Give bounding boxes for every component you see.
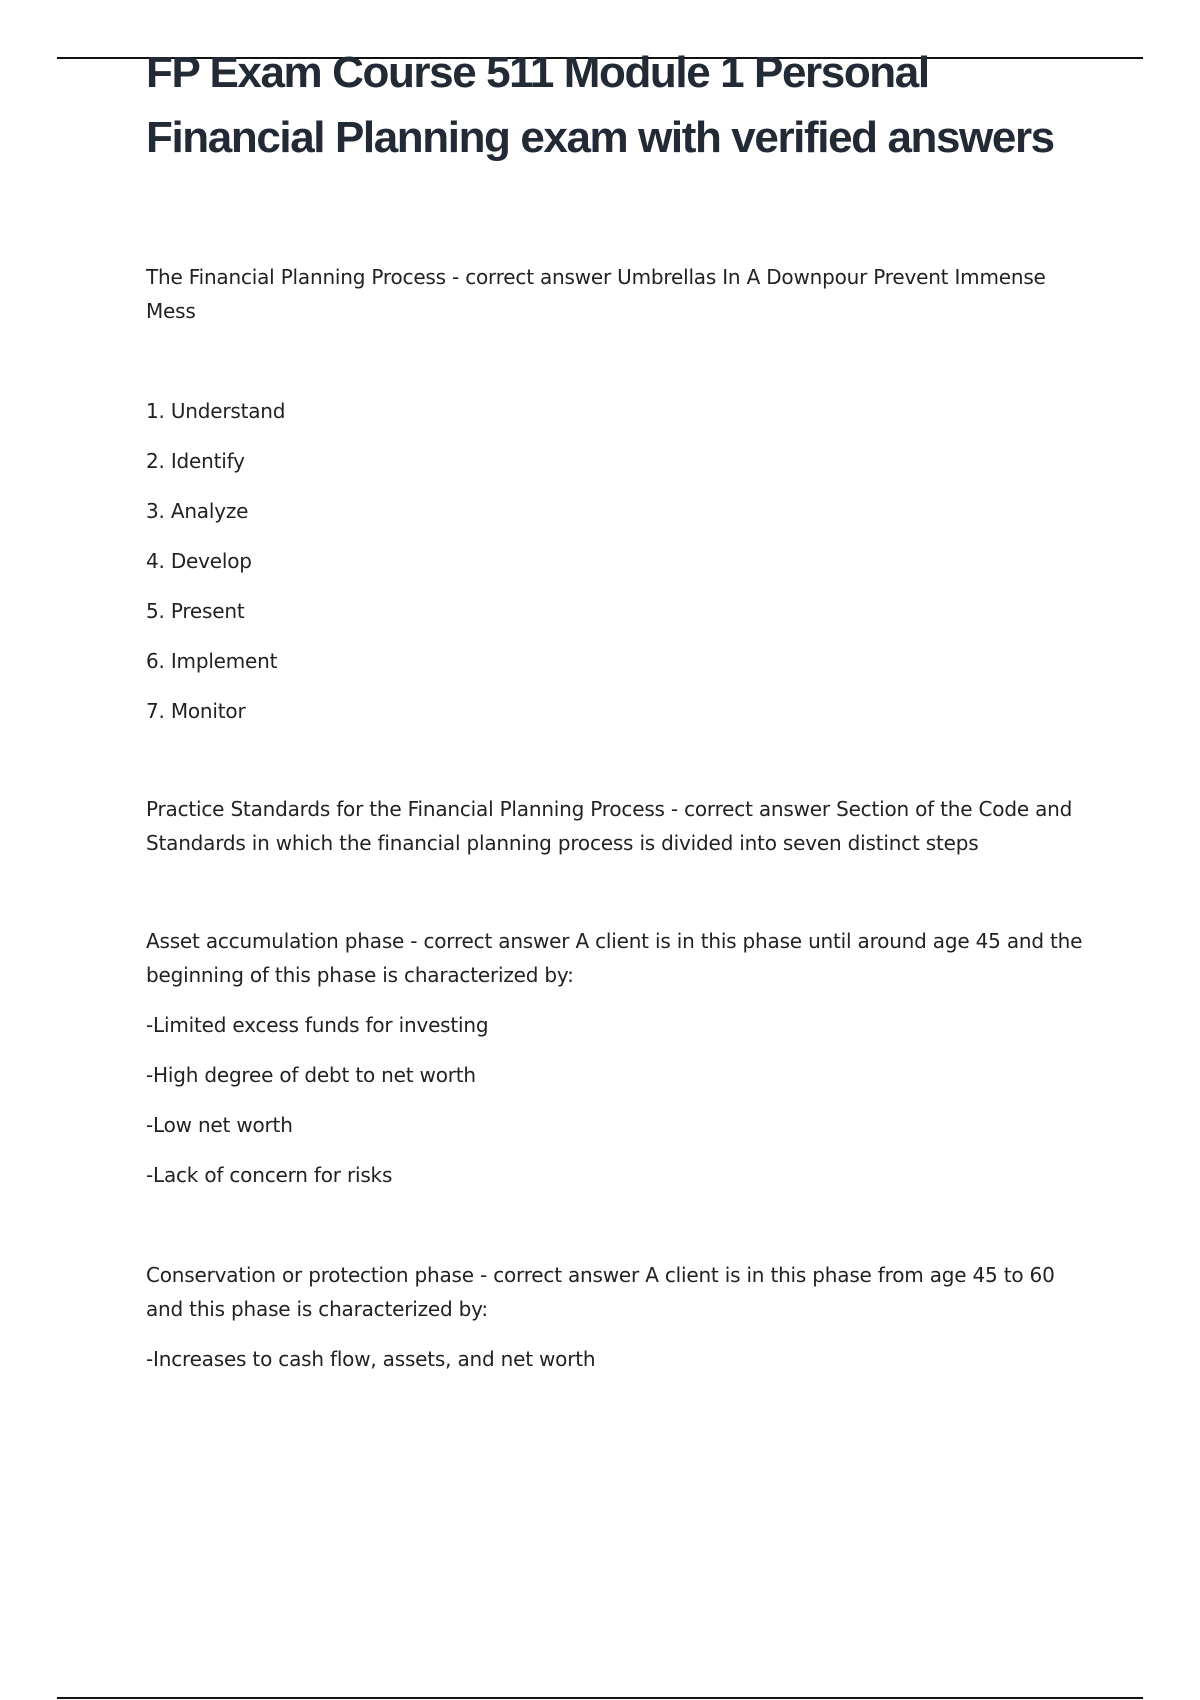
accumulation-traits-list <box>146 1008 1096 1192</box>
list-item: 7. Monitor <box>146 699 246 723</box>
list-item: 2. Identify <box>146 449 245 473</box>
document-page <box>146 40 1096 1376</box>
list-item: 6. Implement <box>146 649 278 673</box>
list-item: 4. Develop <box>146 549 252 573</box>
conservation-traits-list <box>146 1342 1096 1376</box>
document-body <box>146 260 1096 1376</box>
bottom-divider <box>57 1697 1143 1699</box>
list-item: -High degree of debt to net worth <box>146 1063 476 1087</box>
qa-conservation-protection-phase: Conservation or protection phase - correct answer A client is in this phase from age 45 to 60 and this phase is characterized by: <box>146 1263 1055 1321</box>
process-steps-list <box>146 394 1096 728</box>
list-item: -Increases to cash flow, assets, and net worth <box>146 1347 596 1371</box>
list-item: 1. Understand <box>146 399 286 423</box>
qa-practice-standards: Practice Standards for the Financial Planning Process - correct answer Section of the Code and Standards in which the financial planning process is divided into seven distinct steps <box>146 797 1073 855</box>
qa-asset-accumulation-phase: Asset accumulation phase - correct answer A client is in this phase until around age 45 and the beginning of this phase is characterized by: <box>146 929 1083 987</box>
list-item: 5. Present <box>146 599 245 623</box>
qa-financial-planning-process: The Financial Planning Process - correct answer Umbrellas In A Downpour Prevent Immense Mess <box>146 265 1046 323</box>
list-item: -Low net worth <box>146 1113 293 1137</box>
document-title: FP Exam Course 511 Module 1 Personal Financial Planning exam with verified answers <box>146 48 1054 162</box>
list-item: -Lack of concern for risks <box>146 1163 393 1187</box>
list-item: -Limited excess funds for investing <box>146 1013 489 1037</box>
list-item: 3. Analyze <box>146 499 249 523</box>
